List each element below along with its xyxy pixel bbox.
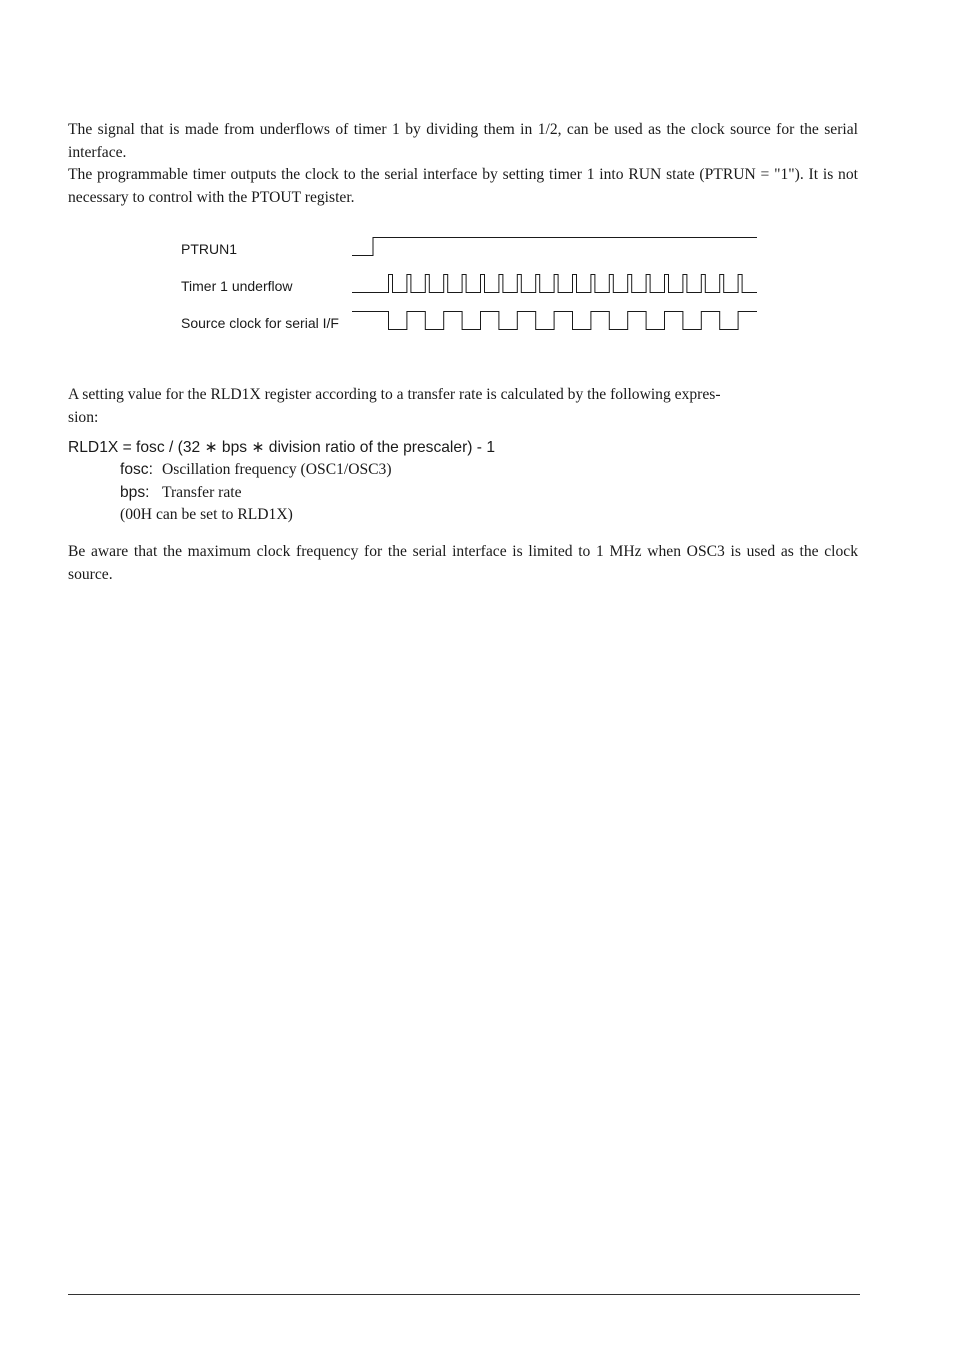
definition-desc-fosc: Oscillation frequency (OSC1/OSC3): [162, 461, 392, 478]
waveform-serial-clock: [352, 312, 757, 330]
setting-paragraph-line-2: sion:: [68, 408, 99, 426]
timing-waveforms: [0, 0, 954, 360]
definition-term-fosc: fosc:: [120, 461, 153, 478]
waveform-timer1-underflow: [352, 275, 757, 293]
intro-paragraph-2: The programmable timer outputs the clock to the serial interface by setting timer 1 into RUN state (PTRUN = "1"). It is not necessary to control with the PTOUT register.: [68, 166, 858, 206]
signal-label-timer-underflow: Timer 1 underflow: [181, 278, 293, 294]
warning-paragraph: Be aware that the maximum clock frequency for the serial interface is limited to 1 MHz when OSC3 is used as the clock source.: [68, 543, 858, 583]
definition-note: (00H can be set to RLD1X): [120, 506, 293, 523]
signal-label-ptrun1: PTRUN1: [181, 241, 238, 257]
setting-paragraph: [68, 384, 858, 429]
waveform-ptrun1: [352, 238, 757, 256]
setting-paragraph-line-1: A setting value for the RLD1X register according to a transfer rate is calculated by the following expres-: [68, 386, 721, 403]
rld1x-formula: RLD1X = fosc / (32 ∗ bps ∗ division ratio of the prescaler) - 1: [68, 439, 495, 456]
intro-paragraph-1: The signal that is made from underflows of timer 1 by dividing them in 1/2, can be used as the clock source for the serial interface.: [68, 121, 858, 161]
definition-term-bps: bps:: [120, 484, 150, 501]
definition-desc-bps: Transfer rate: [162, 484, 242, 501]
signal-label-serial-clock: Source clock for serial I/F: [181, 315, 339, 331]
footer-rule: [68, 1294, 860, 1295]
